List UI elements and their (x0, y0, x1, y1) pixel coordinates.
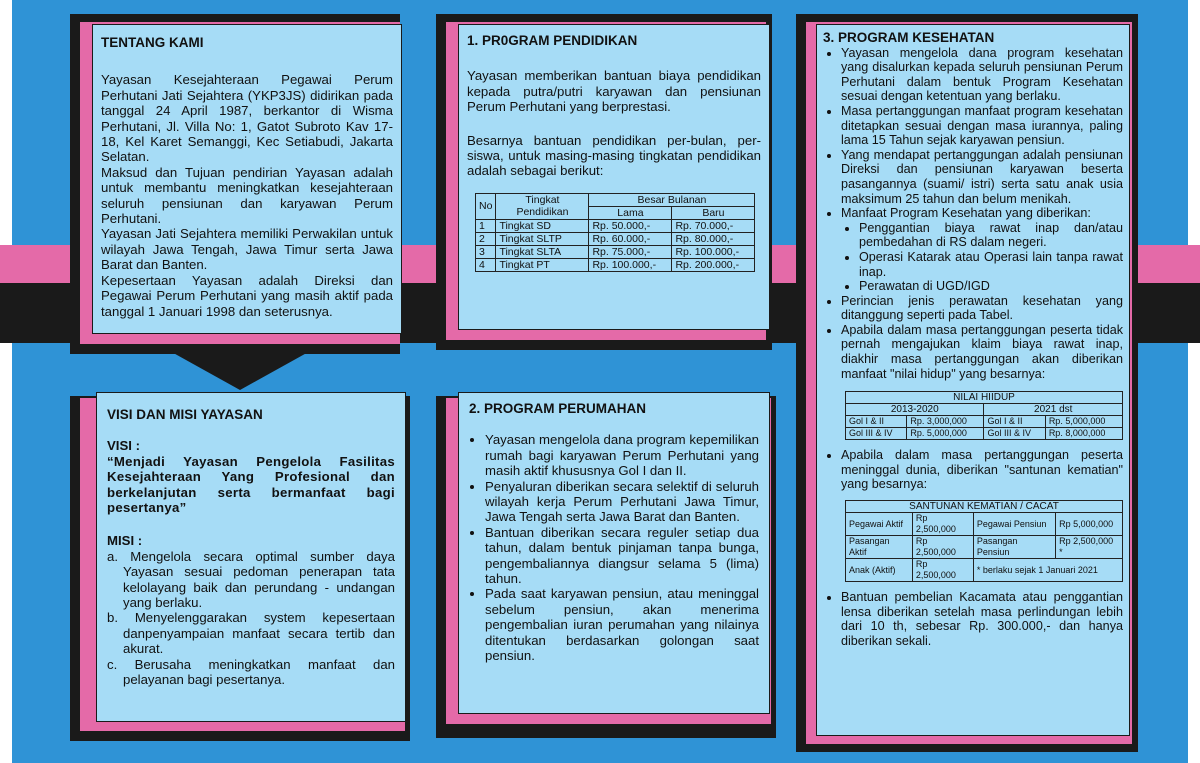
table-cell: Rp. 8,000,000 (1045, 428, 1122, 440)
list-item: • Perincian jenis perawatan kesehatan yang ditanggung seperti pada Tabel. (841, 294, 1123, 323)
nilai-hidup-table (845, 391, 1123, 440)
visi-text: “Menjadi Yayasan Pengelola Fasilitas Kesejahteraan Yang Profesional dan berkelanjutan serta bermanfaat bagi pesertanya” (107, 453, 395, 516)
table-title: NILAI HIIDUP (846, 392, 1123, 404)
list-item: • Manfaat Program Kesehatan yang diberikan: (841, 206, 1123, 221)
misi-label: MISI : (107, 533, 143, 549)
table-cell: Gol I & II (984, 416, 1045, 428)
misi-item: b. Menyelenggarakan system kepesertaan danpenyampaian manfaat secara tertib dan akurat. (107, 610, 395, 657)
table-cell: Pegawai Aktif (846, 513, 913, 536)
pendidikan-title: 1. PR0GRAM PENDIDIKAN (467, 33, 638, 48)
table-cell: 1 (476, 219, 496, 232)
list-item: • Bantuan pembelian Kacamata atau penggantian lensa diberikan setelah masa perlindungan lebih dari 10 th, sebesar Rp. 300.000,- dan hanya diberikan sekali. (841, 590, 1123, 648)
table-cell: Rp 2,500,000 (912, 536, 973, 559)
list-item: • Yang mendapat pertanggungan adalah pensiunan Direksi dan pensiunan karyawan beserta pasangannya (suami/ istri) serta satu anak usia maksimum 25 tahun dan belum menikah. (841, 148, 1123, 206)
visi-label: VISI : (107, 438, 140, 454)
perumahan-list (469, 432, 759, 663)
table-cell: Rp. 60.000,- (589, 232, 672, 245)
perumahan-panel (458, 392, 770, 714)
list-item: • Penyaluran diberikan secara selektif di seluruh wilayah kerja Perum Perhutani Jawa Timur, Jawa Tengah serta Jawa Barat dan Banten. (485, 479, 759, 525)
kesehatan-title: 3. PROGRAM KESEHATAN (823, 30, 995, 45)
pendidikan-desc: Besarnya bantuan pendidikan per-bulan, per-siswa, untuk masing-masing tingkatan pendidikan adalah sebagai berikut: (467, 132, 761, 179)
table-row (476, 245, 755, 258)
table-cell: Rp. 200.000,- (672, 258, 755, 271)
tentang-paragraph: Yayasan Kesejahteraan Pegawai Perum Perhutani Jati Sejahtera (YKP3JS) didirikan pada tanggal 24 April 1987, berkantor di Wisma Perhutani, Jl. Villa No: 1, Gatot Subroto Kav 17-18, Kel Karet Semanggi, Kec Setiabudi, Jakarta Selatan. (101, 72, 393, 165)
kesehatan-list (823, 448, 1123, 492)
table-title: SANTUNAN KEMATIAN / CACAT (846, 501, 1123, 513)
santunan-table (845, 500, 1123, 582)
table-row (476, 219, 755, 232)
misi-item: c. Berusaha meningkatkan manfaat dan pelayanan bagi pesertanya. (107, 656, 395, 688)
table-cell: Rp. 5,000,000 (1045, 416, 1122, 428)
table-cell: * berlaku sejak 1 Januari 2021 (973, 559, 1122, 582)
tentang-panel (92, 24, 402, 334)
list-item: • Apabila dalam masa pertanggungan peserta meninggal dunia, diberikan "santunan kematian" yang besarnya: (841, 448, 1123, 492)
pendidikan-intro: Yayasan memberikan bantuan biaya pendidikan kepada putra/putri karyawan dan pensiunan Perum Perhutani yang berprestasi. (467, 68, 761, 115)
table-cell: Rp 2,500,000 (912, 559, 973, 582)
tentang-paragraph: Yayasan Jati Sejahtera memiliki Perwakilan untuk wilayah Jawa Tengah, Jawa Timur serta Jawa Barat dan Banten. (101, 226, 393, 273)
kesehatan-panel (816, 24, 1130, 736)
table-cell: 3 (476, 245, 496, 258)
kesehatan-list (823, 46, 1123, 221)
table-cell: Tingkat SLTP (496, 232, 589, 245)
table-header: 2021 dst (984, 404, 1123, 416)
table-row (476, 232, 755, 245)
table-header: Tingkat Pendidikan (496, 193, 589, 219)
tentang-title: TENTANG KAMI (101, 35, 204, 50)
table-cell: Tingkat SLTA (496, 245, 589, 258)
table-header: 2013-2020 (846, 404, 984, 416)
table-cell: Gol III & IV (984, 428, 1045, 440)
table-cell: Tingkat PT (496, 258, 589, 271)
table-cell: 2 (476, 232, 496, 245)
visi-panel (96, 392, 406, 722)
table-cell: Rp. 70.000,- (672, 219, 755, 232)
pendidikan-table (475, 193, 755, 272)
table-cell: Pasangan Pensiun (973, 536, 1055, 559)
table-header: No (476, 193, 496, 219)
list-item: • Masa pertanggungan manfaat program kesehatan ditetapkan sesuai dengan masa iurannya, paling lama 15 Tahun sejak karyawan pensiun. (841, 104, 1123, 148)
table-row (846, 416, 1123, 428)
perumahan-title: 2. PROGRAM PERUMAHAN (469, 401, 647, 416)
visi-title: VISI DAN MISI YAYASAN (107, 407, 263, 422)
table-cell: Rp. 75.000,- (589, 245, 672, 258)
table-row (846, 428, 1123, 440)
table-cell: Rp 2,500,000 * (1056, 536, 1123, 559)
table-cell: Rp. 100.000,- (672, 245, 755, 258)
table-cell: Rp. 80.000,- (672, 232, 755, 245)
misi-item: a. Mengelola secara optimal sumber daya Yayasan sesuai pedoman penerapan tata kelolayang baik dan perundang - undangan yang berlaku. (107, 548, 395, 611)
table-cell: Tingkat SD (496, 219, 589, 232)
pendidikan-panel (458, 24, 770, 330)
table-cell: 4 (476, 258, 496, 271)
table-cell: Rp 2,500,000 (912, 513, 973, 536)
table-cell: Rp. 50.000,- (589, 219, 672, 232)
list-item: • Penggantian biaya rawat inap dan/atau pembedahan di RS dalam negeri. (859, 221, 1123, 250)
table-header: Besar Bulanan (589, 193, 755, 206)
kesehatan-list (823, 590, 1123, 648)
table-row (846, 513, 1123, 536)
table-row (846, 536, 1123, 559)
table-cell: Anak (Aktif) (846, 559, 913, 582)
list-item: • Apabila dalam masa pertanggungan peserta tidak pernah mengajukan klaim biaya rawat inap, diakhir masa pertanggungan akan diberikan manfaat "nilai hidup" yang besarnya: (841, 323, 1123, 381)
table-cell: Pasangan Aktif (846, 536, 913, 559)
list-item: • Pada saat karyawan pensiun, atau meninggal sebelum pensiun, akan menerima pengembalian iuran perumahan yang nilainya ditentukan berdasarkan golongan saat pensiun. (485, 586, 759, 663)
list-item: • Yayasan mengelola dana program kesehatan yang disalurkan kepada seluruh pensiunan Perum Perhutani dalam bentuk Program Kesehatan sesuai dengan ketentuan yang berlaku. (841, 46, 1123, 104)
table-cell: Gol I & II (846, 416, 907, 428)
table-cell: Pegawai Pensiun (973, 513, 1055, 536)
right-margin (1188, 0, 1200, 763)
table-cell: Rp 5,000,000 (1056, 513, 1123, 536)
list-item: • Bantuan diberikan secara reguler setiap dua tahun, dalam bentuk pinjaman tanpa bunga, pengembaliannya diangsur selama 5 (lima) tahun. (485, 525, 759, 587)
table-cell: Rp. 100.000,- (589, 258, 672, 271)
table-row (476, 258, 755, 271)
list-item: • Operasi Katarak atau Operasi lain tanpa rawat inap. (859, 250, 1123, 279)
table-row (846, 559, 1123, 582)
list-item: • Perawatan di UGD/IGD (859, 279, 1123, 294)
table-header: Baru (672, 206, 755, 219)
table-cell: Rp. 5,000,000 (907, 428, 984, 440)
table-cell: Rp. 3,000,000 (907, 416, 984, 428)
table-cell: Gol III & IV (846, 428, 907, 440)
kesehatan-sublist (823, 221, 1123, 294)
left-margin (0, 0, 12, 763)
list-item: • Yayasan mengelola dana program kepemilikan rumah bagi karyawan Perum Perhutani yang masih aktif khususnya Gol I dan II. (485, 432, 759, 478)
kesehatan-list (823, 294, 1123, 382)
table-header: Lama (589, 206, 672, 219)
tentang-paragraph: Maksud dan Tujuan pendirian Yayasan adalah untuk membantu meningkatkan kesejahteraan seluruh pensiunan dan karyawan Perum Perhutani. (101, 164, 393, 227)
tentang-paragraph: Kepesertaan Yayasan adalah Direksi dan Pegawai Perum Perhutani yang masih aktif pada tanggal 1 Januari 1998 dan seterusnya. (101, 272, 393, 319)
